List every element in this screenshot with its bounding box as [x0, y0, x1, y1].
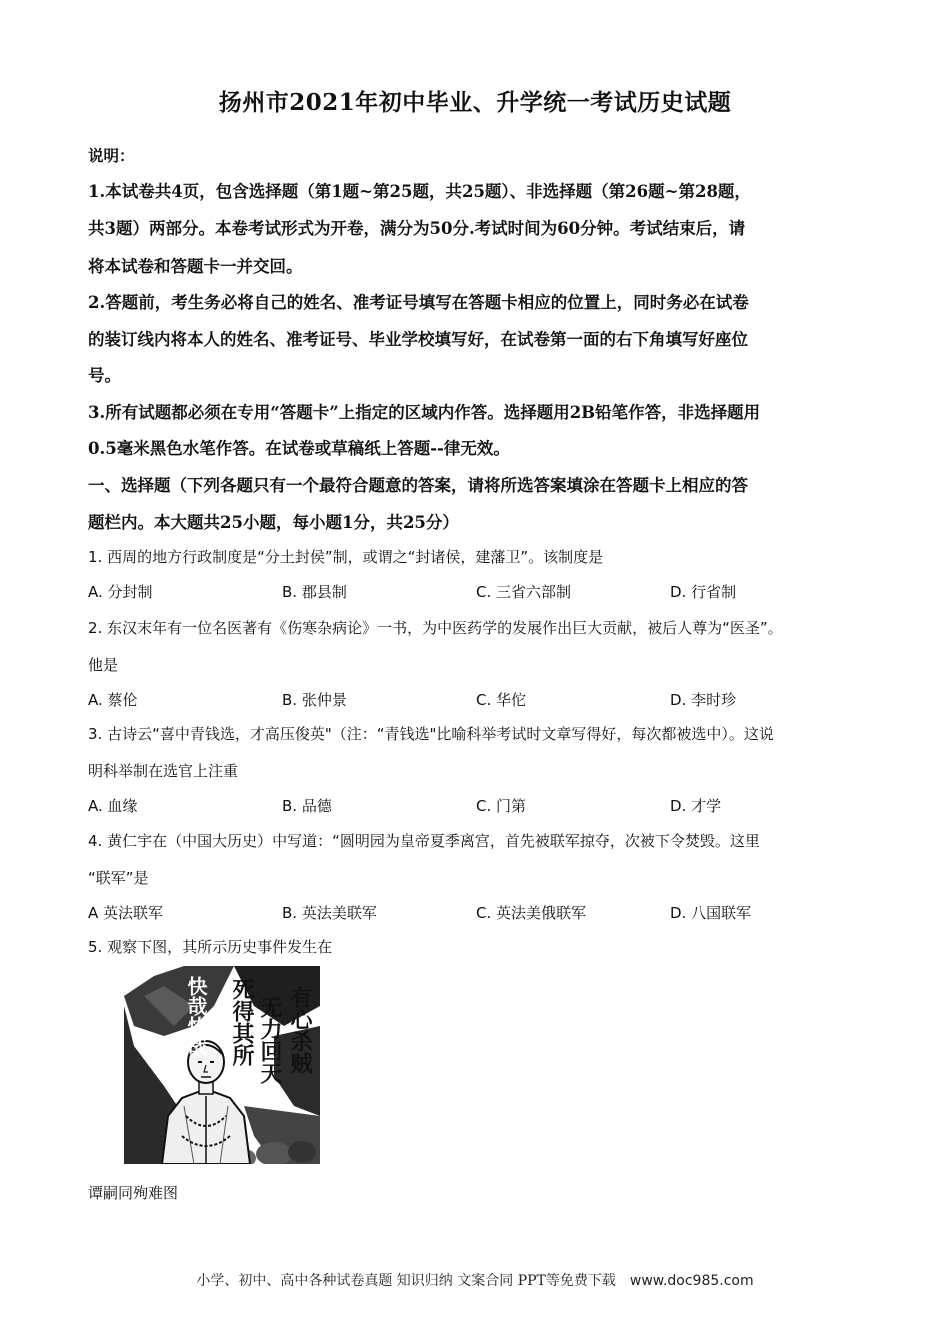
- notes-line: 的装订线内将本人的姓名、准考证号、毕业学校填写好，在试卷第一面的右下角填写好座位: [88, 330, 748, 349]
- option-d: D. 李时珍: [670, 691, 737, 709]
- section-heading: 题栏内。本大题共25小题，每小题1分，共25分）: [88, 513, 459, 532]
- notes-line: 2.答题前，考生务必将自己的姓名、准考证号填写在答题卡相应的位置上，同时务必在试卷: [88, 293, 749, 312]
- page-title: 扬州市2021年初中毕业、升学统一考试历史试题: [218, 89, 732, 116]
- question-text: 他是: [88, 656, 119, 674]
- option-a: A. 血缘: [88, 797, 138, 815]
- option-b: B. 张仲景: [282, 691, 347, 709]
- notes-line: 1.本试卷共4页，包含选择题（第1题~第25题，共25题）、非选择题（第26题~第28题，: [88, 182, 751, 201]
- question-text: 3. 古诗云“喜中青钱选，才高压俊英"（注：“青钱选"比喻科举考试时文章写得好，每次都被选中）。这说: [88, 725, 774, 743]
- option-c: C. 三省六部制: [476, 583, 572, 601]
- section-heading: 一、选择题（下列各题只有一个最符合题意的答案，请将所选答案填涂在答题卡上相应的答: [88, 476, 748, 495]
- footer-text: 小学、初中、高中各种试卷真题 知识归纳 文案合同 PPT等免费下载: [196, 1273, 616, 1289]
- notes-line: 3.所有试题都必须在专用“答题卡”上指定的区域内作答。选择题用2B铅笔作答，非选择题用: [88, 403, 761, 422]
- question-text: 5. 观察下图，其所示历史事件发生在: [88, 938, 333, 956]
- calligraphy-column: 快哉快哉: [184, 976, 208, 1056]
- question-text: 2. 东汉末年有一位名医著有《伤寒杂病论》一书，为中医药学的发展作出巨大贡献，被后人尊为“医圣”。: [88, 619, 783, 637]
- option-b: B. 英法美联军: [282, 904, 377, 922]
- option-c: C. 英法美俄联军: [476, 904, 587, 922]
- option-b: B. 郡县制: [282, 583, 347, 601]
- question-text: 1. 西周的地方行政制度是“分土封侯”制，或谓之“封诸侯，建藩卫”。该制度是: [88, 548, 604, 566]
- notes-heading: 说明：: [88, 146, 135, 165]
- calligraphy-column: 有心杀贼: [287, 986, 313, 1074]
- question-text: 明科举制在选官上注重: [88, 762, 239, 780]
- footer-url[interactable]: www.doc985.com: [629, 1273, 754, 1289]
- calligraphy-column: 无力回天: [257, 996, 283, 1084]
- option-a: A. 蔡伦: [88, 691, 138, 709]
- notes-line: 将本试卷和答题卡一并交回。: [88, 257, 303, 276]
- question-text: 4. 黄仁宇在（中国大历史）中写道：“圆明园为皇帝夏季离宫，首先被联军掠夺，次被下令焚毁。这里: [88, 832, 760, 850]
- option-d: D. 八国联军: [670, 904, 752, 922]
- option-a: A 英法联军: [88, 904, 164, 922]
- option-a: A. 分封制: [88, 583, 153, 601]
- calligraphy-column: 死得其所: [229, 978, 255, 1066]
- notes-line: 共3题）两部分。本卷考试形式为开卷，满分为50分.考试时间为60分钟。考试结束后，请: [88, 219, 746, 238]
- option-c: C. 华佗: [476, 691, 527, 709]
- notes-line: 号。: [88, 366, 121, 385]
- option-d: D. 行省制: [670, 583, 737, 601]
- option-b: B. 品德: [282, 797, 332, 815]
- notes-line: 0.5毫米黑色水笔作答。在试卷或草稿纸上答题--律无效。: [88, 439, 510, 458]
- option-d: D. 才学: [670, 797, 722, 815]
- question-text: “联军”是: [88, 869, 149, 887]
- figure-caption: 谭嗣同殉难图: [88, 1184, 179, 1202]
- page-footer: [0, 1270, 950, 1290]
- history-illustration: [124, 966, 320, 1164]
- option-c: C. 门第: [476, 797, 527, 815]
